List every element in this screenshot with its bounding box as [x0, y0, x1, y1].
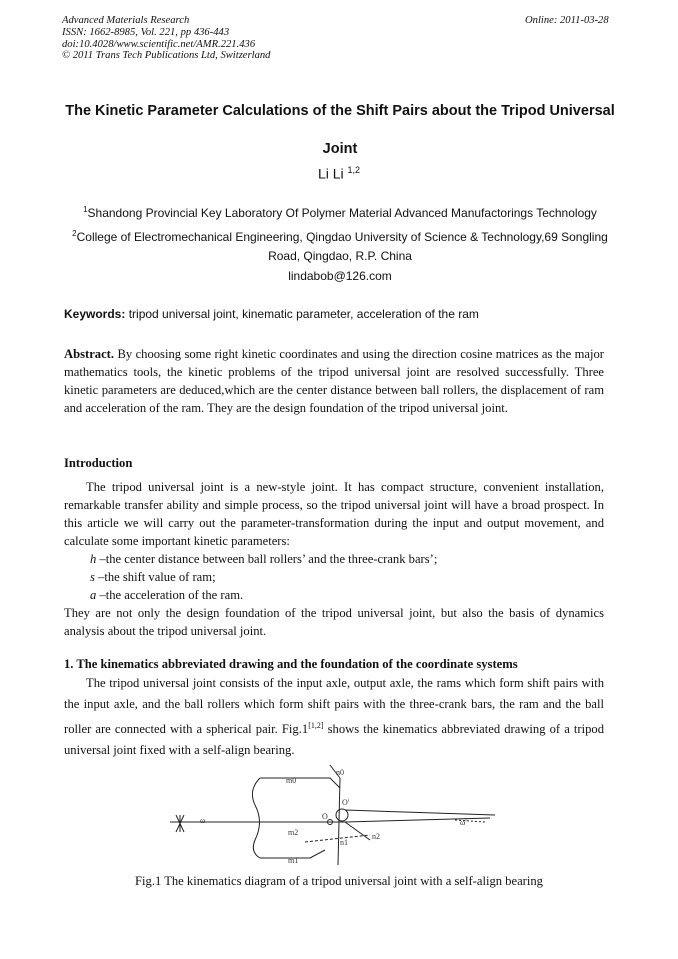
issn-line: ISSN: 1662-8985, Vol. 221, pp 436-443	[62, 26, 230, 38]
label-n2: n2	[372, 832, 380, 841]
intro-item-s-text: –the shift value of ram;	[94, 570, 216, 584]
intro-paragraph-2: They are not only the design foundation of the tripod universal joint, but also the basis of dynamics analysis about the tripod universal joint.	[64, 606, 604, 638]
intro-paragraph-1: The tripod universal joint is a new-style joint. It has compact structure, convenient installation, remarkable transfer ability and simple process, so the tripod universal joint will have a broad prospect. In this article we will carry out the parameter-transformation during the input and output movement, and calculate some important kinetic parameters:	[64, 480, 604, 548]
affiliation-2	[60, 224, 620, 266]
affiliation-1	[60, 200, 620, 223]
var-h: h	[90, 552, 97, 566]
intro-item-h	[64, 550, 604, 568]
figure-1	[160, 760, 540, 875]
label-n0: n0	[336, 768, 344, 777]
author-name: Li Li	[317, 165, 344, 182]
label-O: O	[322, 812, 328, 821]
abstract-label: Abstract.	[64, 347, 115, 361]
affiliation-2-text: College of Electromechanical Engineering, Qingdao University of Science & Technology,69 Songling Road, Qingdao, R.P. China	[76, 230, 608, 263]
affiliation-1-sup: 1	[83, 205, 88, 214]
intro-section	[64, 478, 604, 640]
label-O-prime: O'	[342, 798, 350, 807]
label-m0: m0	[286, 776, 297, 785]
keywords	[64, 307, 624, 321]
var-a: a	[90, 588, 97, 602]
section1-heading: 1. The kinematics abbreviated drawing and the foundation of the coordinate systems	[64, 657, 518, 671]
journal-header	[62, 15, 270, 62]
figure-caption: Fig.1 The kinematics diagram of a tripod universal joint with a self-align bearing	[135, 874, 543, 888]
abstract-text: By choosing some right kinetic coordinates and using the direction cosine matrices as the major mathematics tools, the kinetic problems of the tripod universal joint are resolved successfully. Three kinetic parameters are deduced,which are the center distance between ball rollers, the displacement of ram and acceleration of the ram. They are the design foundation of the tripod universal joint.	[64, 347, 605, 415]
author	[0, 165, 678, 182]
copyright-line: © 2011 Trans Tech Publications Ltd, Switzerland	[62, 50, 271, 62]
label-n1: n1	[340, 838, 348, 847]
kinematics-diagram	[160, 760, 540, 875]
intro-item-a-text: –the acceleration of the ram.	[96, 588, 244, 602]
author-sup: 1,2	[347, 165, 361, 175]
label-m2: m2	[288, 828, 299, 837]
section1-text-a: The tripod universal joint consists of the input axle, output axle, the rams which form shift pairs with the input axle, and the ball rollers which form shift pairs with the three-crank bars, the ram and the ball roller are connected with a spherical pair. Fig.1	[64, 676, 604, 737]
var-s: s	[90, 570, 95, 584]
intro-item-a	[64, 586, 604, 604]
section1-paragraph	[64, 673, 604, 761]
keywords-text: tripod universal joint, kinematic parameter, acceleration of the ram	[128, 307, 479, 321]
paper-title: The Kinetic Parameter Calculations of the Shift Pairs about the Tripod Universal Joint	[65, 103, 615, 157]
label-m1: m1	[288, 856, 299, 865]
affiliation-1-text: Shandong Provincial Key Laboratory Of Polymer Material Advanced Manufactorings Technology	[87, 206, 597, 220]
email: lindabob@126.com	[288, 269, 392, 283]
intro-item-h-text: –the center distance between ball rollers’ and the three-crank bars’;	[96, 552, 438, 566]
section1-body	[64, 673, 604, 761]
online-date: Online: 2011-03-28	[525, 15, 609, 26]
keywords-label: Keywords:	[64, 307, 126, 321]
citation: [1,2]	[308, 721, 324, 730]
affiliation-2-sup: 2	[72, 229, 77, 238]
label-omega-prime: ω'	[460, 818, 467, 827]
ball-roller	[336, 809, 348, 821]
output-axle	[345, 818, 490, 822]
label-omega: ω	[200, 816, 206, 825]
intro-item-s	[64, 568, 604, 586]
doi-line: doi:10.4028/www.scientific.net/AMR.221.436	[62, 38, 256, 50]
intro-heading: Introduction	[64, 456, 133, 470]
abstract	[64, 345, 604, 417]
section1-text-b: shows the kinematics abbreviated drawing of a tripod universal joint fixed with a self-align bearing.	[64, 722, 604, 758]
journal-name: Advanced Materials Research	[62, 15, 190, 26]
